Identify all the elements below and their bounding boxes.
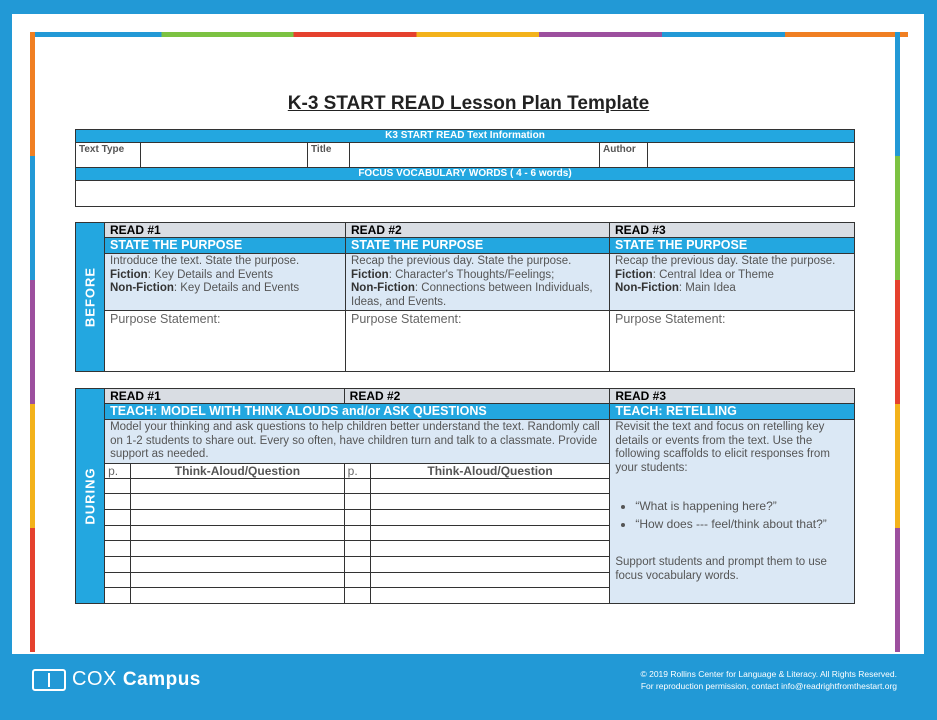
- during-read-1-heading: READ #1: [105, 389, 345, 404]
- scaffold-item: • “How does --- feel/think about that?”: [635, 517, 849, 533]
- author-field[interactable]: [648, 143, 855, 168]
- title-label: Title: [308, 143, 350, 168]
- think-aloud-cell[interactable]: [131, 494, 345, 510]
- think-aloud-cell[interactable]: [370, 541, 610, 557]
- vocabulary-header: FOCUS VOCABULARY WORDS ( 4 - 6 words): [76, 168, 855, 181]
- before-read-3-purpose-statement[interactable]: Purpose Statement:: [610, 311, 855, 372]
- page-cell[interactable]: [344, 541, 370, 557]
- during-side-label: DURING: [76, 389, 105, 604]
- color-stripe-right: [895, 32, 900, 652]
- think-aloud-header-1: Think-Aloud/Question: [131, 463, 345, 478]
- think-aloud-header-2: Think-Aloud/Question: [370, 463, 610, 478]
- before-read-2-instructions: Recap the previous day. State the purpose. Fiction: Character's Thoughts/Feelings; Non-Fiction: Connections between Individuals, Ideas, and Events.: [346, 254, 610, 311]
- before-read-2-purpose: STATE THE PURPOSE: [346, 238, 610, 254]
- page-cell[interactable]: [105, 525, 131, 541]
- before-read-1-heading: READ #1: [105, 223, 346, 238]
- page-cell[interactable]: [344, 525, 370, 541]
- teach-retelling-heading: TEACH: RETELLING: [610, 404, 855, 420]
- page-cell[interactable]: [105, 478, 131, 494]
- before-read-1-instructions: Introduce the text. State the purpose. Fiction: Key Details and Events Non-Fiction: Key Details and Events: [105, 254, 346, 311]
- page-cell[interactable]: [344, 509, 370, 525]
- before-read-3-instructions: Recap the previous day. State the purpose. Fiction: Central Idea or Theme Non-Fiction: Main Idea: [610, 254, 855, 311]
- think-aloud-cell[interactable]: [370, 556, 610, 572]
- page-title: K-3 START READ Lesson Plan Template: [287, 93, 650, 114]
- think-aloud-cell[interactable]: [370, 572, 610, 588]
- think-aloud-cell[interactable]: [131, 478, 345, 494]
- before-read-1-purpose-statement[interactable]: Purpose Statement:: [105, 311, 346, 372]
- page-cell[interactable]: [344, 478, 370, 494]
- logo-word-cox: COX: [72, 668, 117, 690]
- copyright-line: © 2019 Rollins Center for Language & Literacy. All Rights Reserved.: [640, 669, 897, 679]
- scaffold-item: • “What is happening here?”: [635, 499, 849, 515]
- page-cell[interactable]: [105, 541, 131, 557]
- support-note: Support students and prompt them to use focus vocabulary words.: [615, 556, 827, 582]
- footer-bar: [0, 654, 937, 720]
- think-aloud-cell[interactable]: [370, 494, 610, 510]
- color-stripe-top: [30, 32, 908, 37]
- permission-line: For reproduction permission, contact info@readrightfromthestart.org: [640, 681, 897, 691]
- scaffold-list: [635, 499, 849, 532]
- before-table: [75, 222, 855, 372]
- page-col-header-2: p.: [344, 463, 370, 478]
- page-cell[interactable]: [105, 509, 131, 525]
- model-instructions: Model your thinking and ask questions to help children better understand the text. Randomly call on 1-2 students to share out. Every so often, have children turn and talk to a classmate. Provide support as needed.: [105, 420, 610, 464]
- before-read-3-heading: READ #3: [610, 223, 855, 238]
- page-cell[interactable]: [344, 494, 370, 510]
- page-cell[interactable]: [105, 588, 131, 604]
- think-aloud-cell[interactable]: [131, 572, 345, 588]
- think-aloud-cell[interactable]: [131, 525, 345, 541]
- text-information-header: K3 START READ Text Information: [76, 130, 855, 143]
- retelling-instructions: Revisit the text and focus on retelling key details or events from the text. Use the following scaffolds to elicit responses from your students: • “What is happening here?” • “How does --- feel/think about that?” Support students and prompt them to use focus vocabulary words.: [610, 420, 855, 604]
- page-cell[interactable]: [344, 556, 370, 572]
- page-cell[interactable]: [105, 556, 131, 572]
- page-cell[interactable]: [344, 572, 370, 588]
- think-aloud-cell[interactable]: [370, 478, 610, 494]
- think-aloud-cell[interactable]: [131, 556, 345, 572]
- copyright-notice: [640, 668, 897, 692]
- think-aloud-cell[interactable]: [370, 588, 610, 604]
- page-col-header-1: p.: [105, 463, 131, 478]
- during-table: [75, 388, 855, 604]
- teach-model-heading: TEACH: MODEL WITH THINK ALOUDS and/or ASK QUESTIONS: [105, 404, 610, 420]
- vocabulary-field[interactable]: [76, 181, 855, 207]
- cox-campus-logo[interactable]: [32, 668, 201, 691]
- before-read-3-purpose: STATE THE PURPOSE: [610, 238, 855, 254]
- page-cell[interactable]: [105, 572, 131, 588]
- before-read-1-purpose: STATE THE PURPOSE: [105, 238, 346, 254]
- during-read-3-heading: READ #3: [610, 389, 855, 404]
- page-cell[interactable]: [105, 494, 131, 510]
- think-aloud-cell[interactable]: [131, 588, 345, 604]
- during-read-2-heading: READ #2: [344, 389, 610, 404]
- page-cell[interactable]: [344, 588, 370, 604]
- before-read-2-heading: READ #2: [346, 223, 610, 238]
- think-aloud-cell[interactable]: [370, 509, 610, 525]
- color-stripe-left: [30, 32, 35, 652]
- text-type-label: Text Type: [76, 143, 141, 168]
- think-aloud-cell[interactable]: [131, 541, 345, 557]
- title-field[interactable]: [350, 143, 600, 168]
- author-label: Author: [600, 143, 648, 168]
- text-type-field[interactable]: [141, 143, 308, 168]
- think-aloud-cell[interactable]: [370, 525, 610, 541]
- before-side-label: BEFORE: [76, 223, 105, 372]
- text-information-table: [75, 129, 855, 207]
- before-read-2-purpose-statement[interactable]: Purpose Statement:: [346, 311, 610, 372]
- book-icon: [32, 669, 66, 691]
- logo-word-campus: Campus: [122, 669, 201, 690]
- think-aloud-cell[interactable]: [131, 509, 345, 525]
